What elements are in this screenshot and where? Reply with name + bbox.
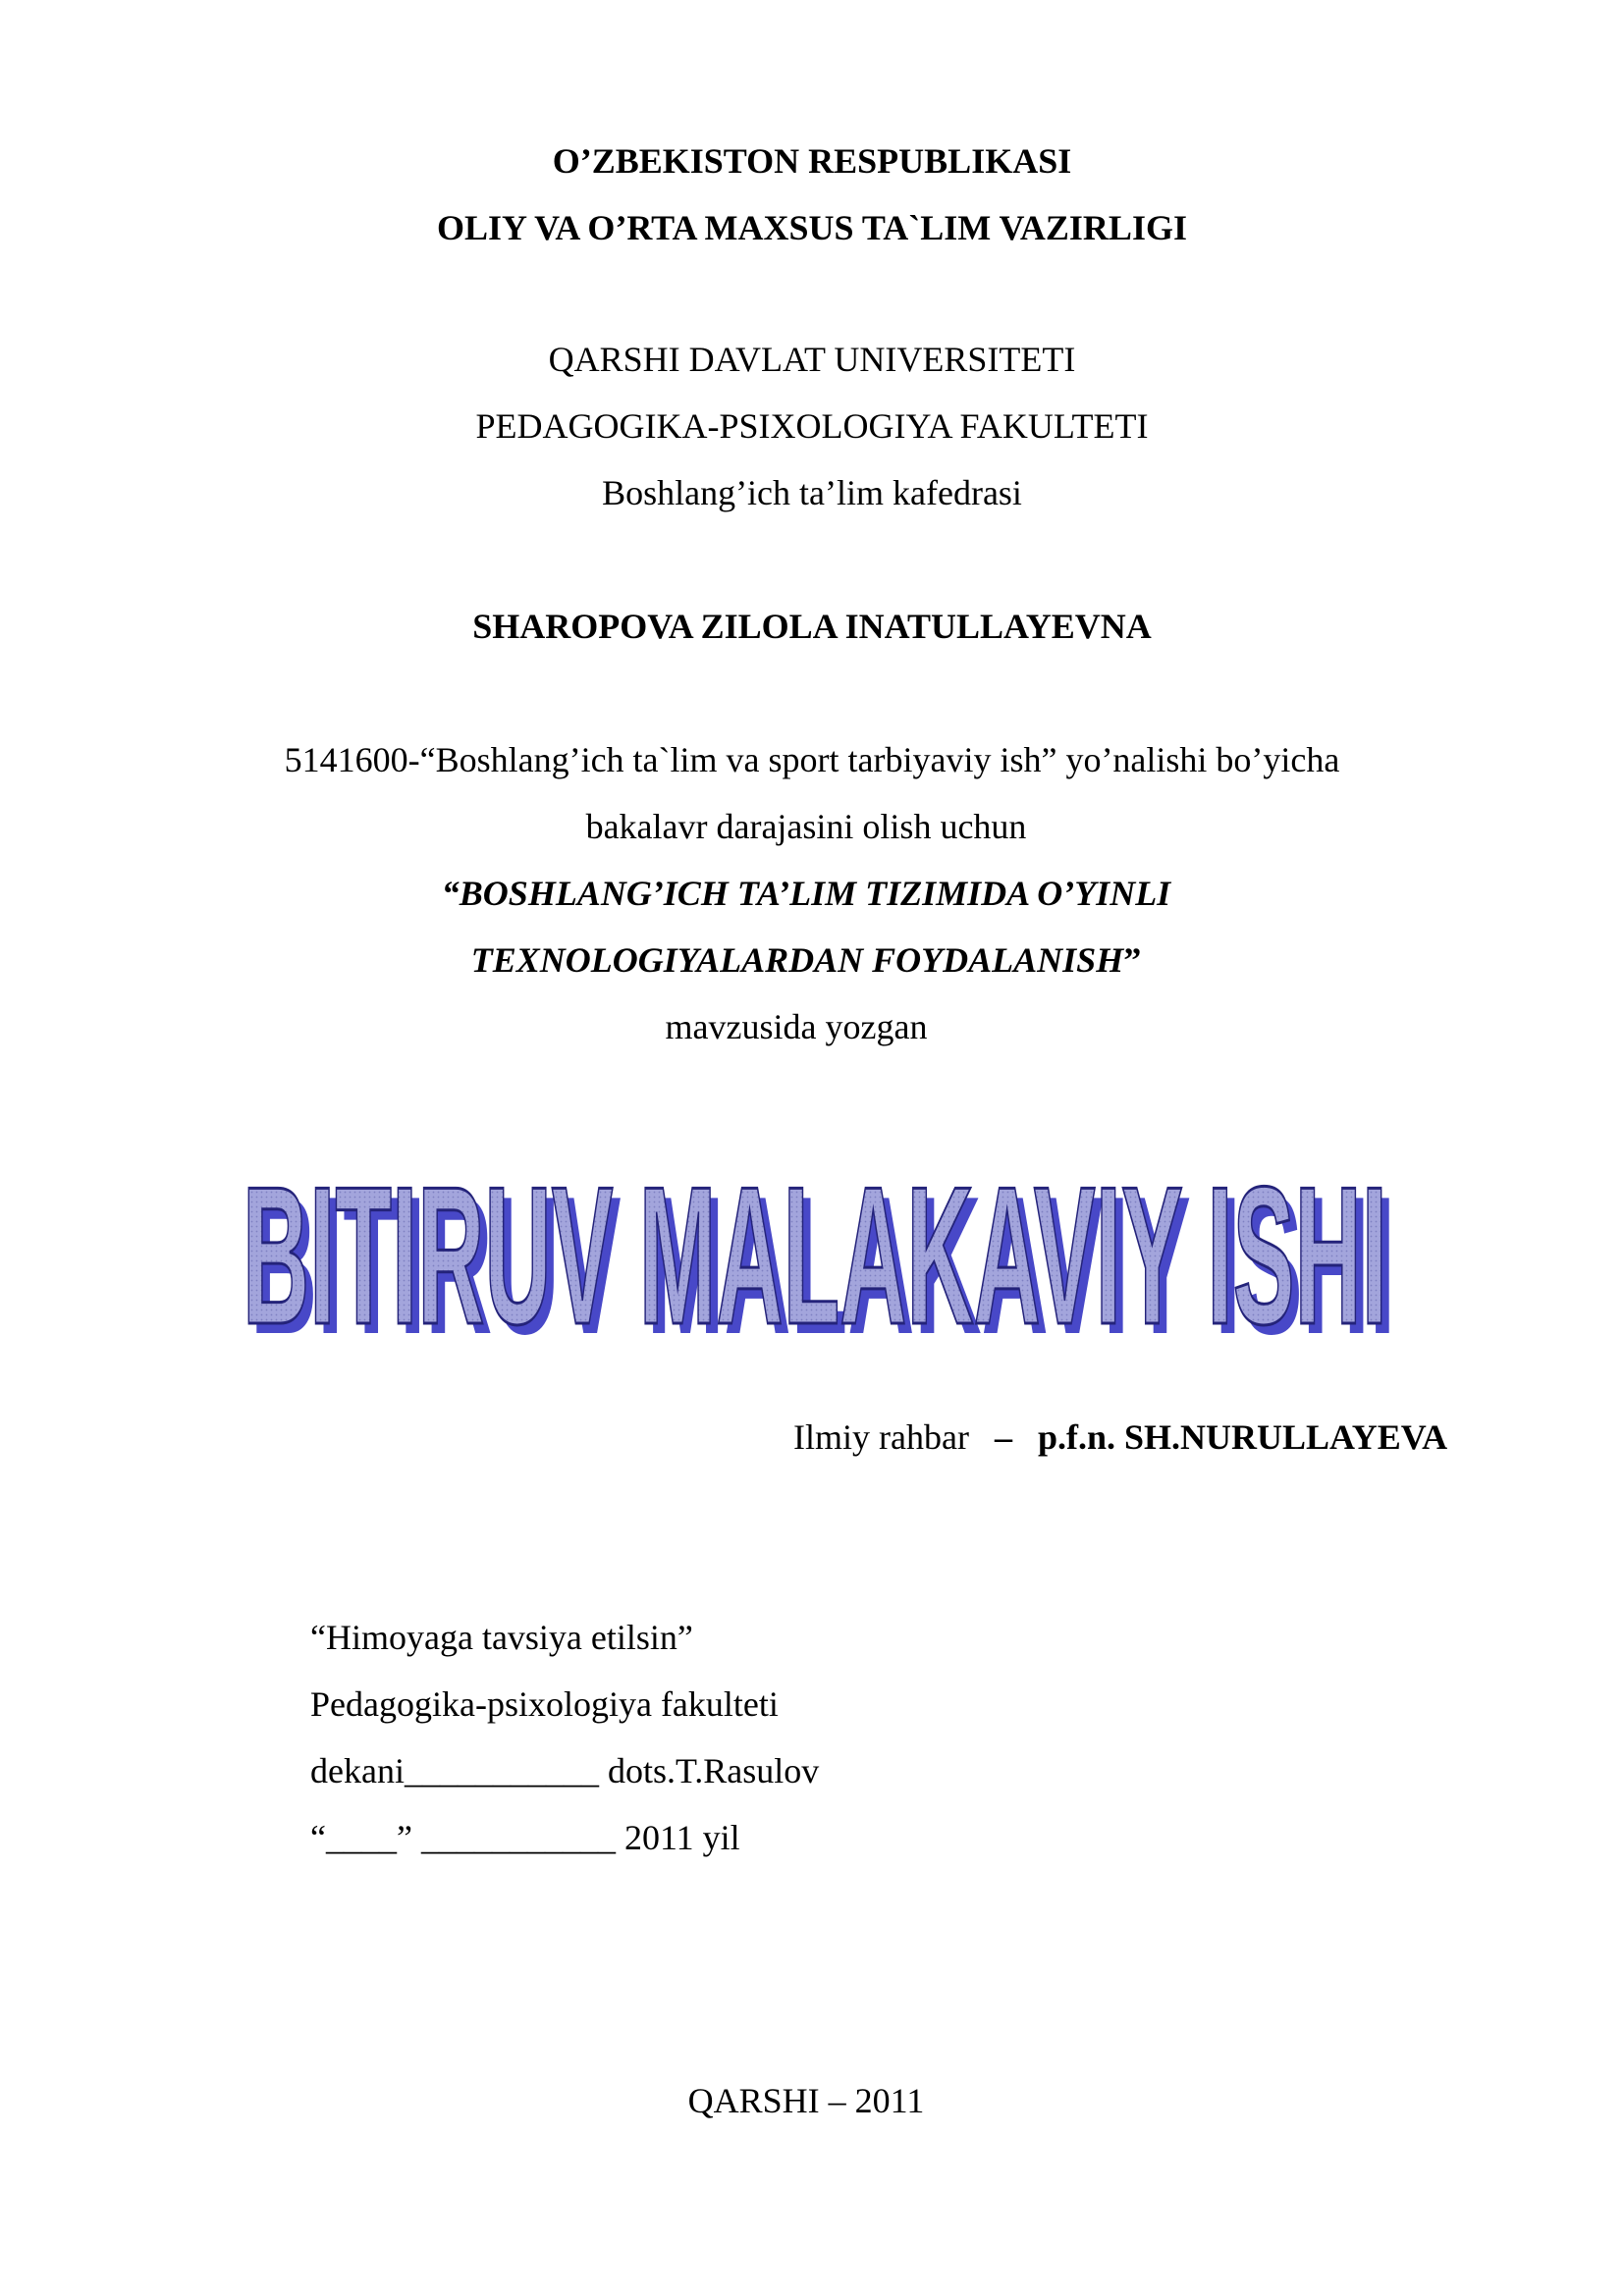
country-heading: O’ZBEKISTON RESPUBLIKASI bbox=[552, 141, 1072, 181]
university-name: QARSHI DAVLAT UNIVERSITETI bbox=[548, 340, 1076, 379]
department-name: Boshlang’ich ta’lim kafedrasi bbox=[602, 473, 1022, 512]
topic-line-2 bbox=[0, 938, 1618, 982]
advisor-label: Ilmiy rahbar bbox=[793, 1417, 969, 1457]
approval-line-1: “Himoyaga tavsiya etilsin” bbox=[310, 1618, 693, 1657]
advisor-name: p.f.n. SH.NURULLAYEVA bbox=[1037, 1417, 1448, 1457]
approval-line-3: dekani___________ dots.T.Rasulov bbox=[310, 1751, 820, 1790]
work-title-shadow: BITIRUV MALAKAVIY ISHI bbox=[250, 1156, 1395, 1349]
topic-line-2-text: TEXNOLOGIYALARDAN FOYDALANISH bbox=[470, 940, 1124, 980]
approval-line-4: “____” ___________ 2011 yil bbox=[310, 1818, 740, 1857]
advisor-dash: – bbox=[994, 1417, 1012, 1457]
approval-line-2: Pedagogika-psixologiya fakulteti bbox=[310, 1684, 779, 1724]
ministry-heading: OLIY VA O’RTA MAXSUS TA`LIM VAZIRLIGI bbox=[437, 208, 1187, 247]
topic-line-2-quote: ” bbox=[1123, 940, 1142, 980]
author-name: SHAROPOVA ZILOLA INATULLAYEVNA bbox=[472, 607, 1152, 646]
advisor-line bbox=[793, 1415, 1447, 1459]
footer-city-year: QARSHI – 2011 bbox=[687, 2081, 925, 2120]
work-title-wordart bbox=[0, 1137, 1624, 1349]
purpose-line-3: mavzusida yozgan bbox=[665, 1007, 928, 1046]
faculty-name: PEDAGOGIKA-PSIXOLOGIYA FAKULTETI bbox=[475, 406, 1149, 446]
topic-line-1: “BOSHLANG’ICH TA’LIM TIZIMIDA O’YINLI bbox=[441, 874, 1171, 913]
purpose-line-2: bakalavr darajasini olish uchun bbox=[585, 807, 1027, 846]
work-title-text: BITIRUV MALAKAVIY ISHI bbox=[243, 1147, 1387, 1349]
purpose-line-1: 5141600-“Boshlang’ich ta`lim va sport tarbiyaviy ish” yo’nalishi bo’yicha bbox=[284, 740, 1340, 779]
